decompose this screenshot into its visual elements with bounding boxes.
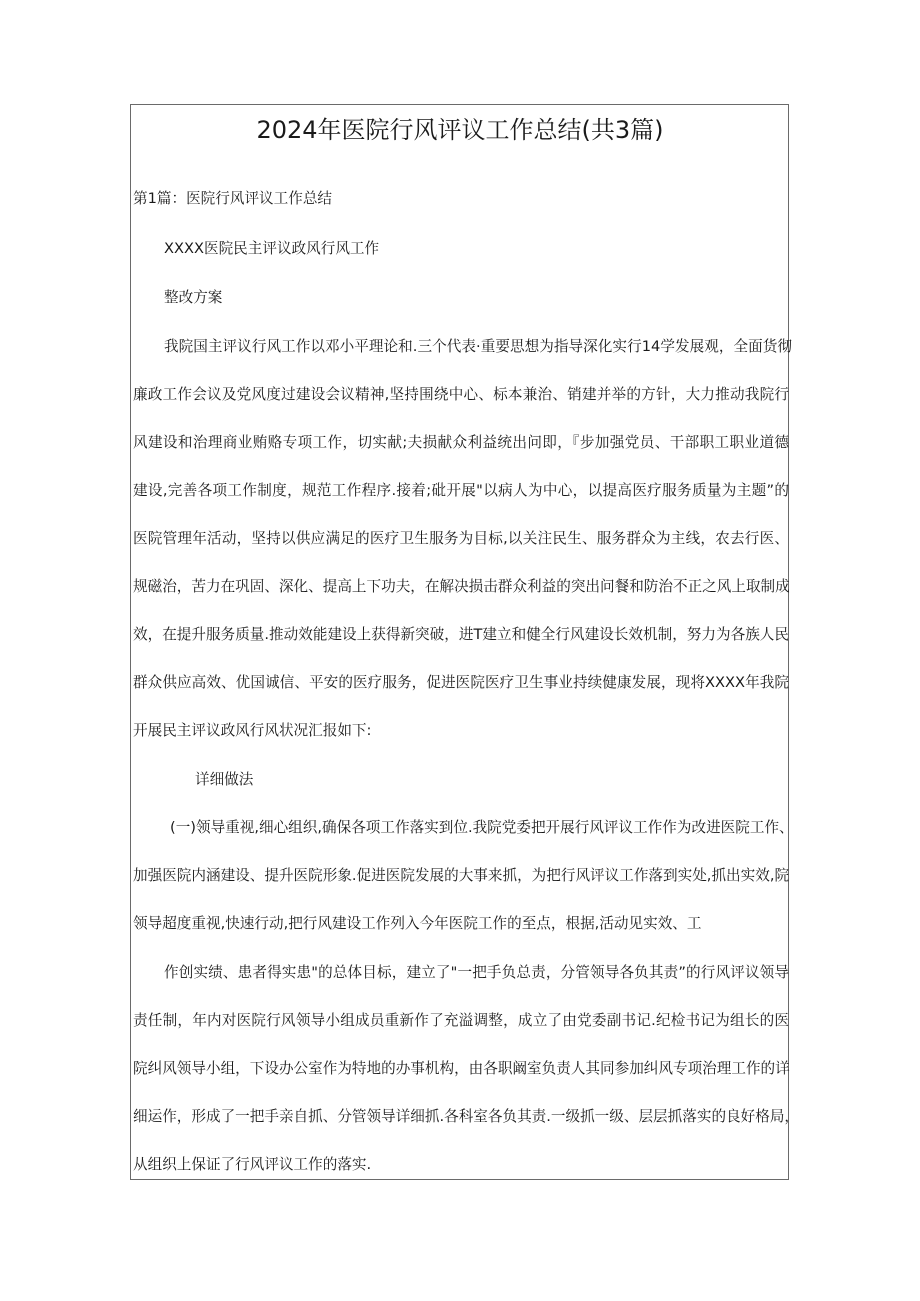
paragraph-line: 开展民主评议政风行风状况汇报如下: [133,722,372,739]
sub-heading-unit: XXXX医院民主评议政风行风工作 [164,240,380,257]
paragraph-line: 细运作，形成了一把手亲自抓、分管领导详细抓.各科室各负其责.一级抓一级、层层抓落实的良好格局， [133,1108,800,1125]
paragraph-line: 领导超度重视,快速行动,把行风建设工作列入今年医院工作的至点，根据,活动见实效、工 [133,915,702,932]
sub-heading-plan: 整改方案 [164,289,223,306]
document-title: 2024年医院行风评议工作总结(共3篇) [256,116,664,144]
sub-heading-details: 详细做法 [195,771,254,788]
paragraph-line: 建设,完善各项工作制度，规范工作程序.接着;砒开展"以病人为中心，以提高医疗服务质量为主题”的 [133,482,789,499]
paragraph-line: 责任制，年内对医院行风领导小组成员重新作了充溢调整，成立了由党委副书记.纪检书记为组长的医 [133,1012,789,1029]
paragraph-line: 医院管理年活动，坚持以供应满足的医疗卫生服务为目标,以关注民生、服务群众为主线，农去行医、 [133,530,789,547]
paragraph-line: 加强医院内涵建设、提升医院形象.促进医院发展的大事来抓，为把行风评议工作落到实处,抓出实效,院 [133,867,790,884]
paragraph-line: 院纠风领导小组，下设办公室作为特地的办事机构，由各职阚室负责人其同参加纠风专项治理工作的详 [133,1060,790,1077]
paragraph-line: 风建设和治理商业贿赂专项工作，切实献;夫损献众利益统出问即，『步加强党员、干部职工职业道德 [133,434,789,451]
paragraph-line: 规磁治，苦力在巩固、深化、提高上下功夫，在解决损击群众利益的突出问餐和防治不正之风上取制成 [133,578,790,595]
paragraph-line: 效，在提升服务质量.推动效能建设上获得新突破，进T建立和健全行风建设长效机制，努力为各族人民 [133,626,789,643]
paragraph-line: 从组织上保证了行风评议工作的落实. [133,1156,372,1173]
section-heading: 第1篇：医院行风评议工作总结 [133,190,333,207]
paragraph-line: 廉政工作会议及党风度过建设会议精神,坚持围绕中心、标本兼治、销建并举的方针，大力推动我院行 [133,386,789,403]
paragraph-line: 群众供应高效、优国诚信、平安的医疗服务，促进医院医疗卫生事业持续健康发展，现将XXXX年我院 [133,674,789,691]
paragraph-line: 作创实绩、患者得实患"的总体目标，建立了"一把手负总责，分管领导各负其责”的行风评议领导 [164,964,789,981]
paragraph-line: 我院国主评议行风工作以邓小平理论和.三个代表·重要思想为指导深化实行14学发展观，全面货彻 [164,338,792,355]
paragraph-line: (一)领导重视,细心组织,确保各项工作落实到位.我院党委把开展行风评议工作作为改进医院工作、 [170,819,794,836]
